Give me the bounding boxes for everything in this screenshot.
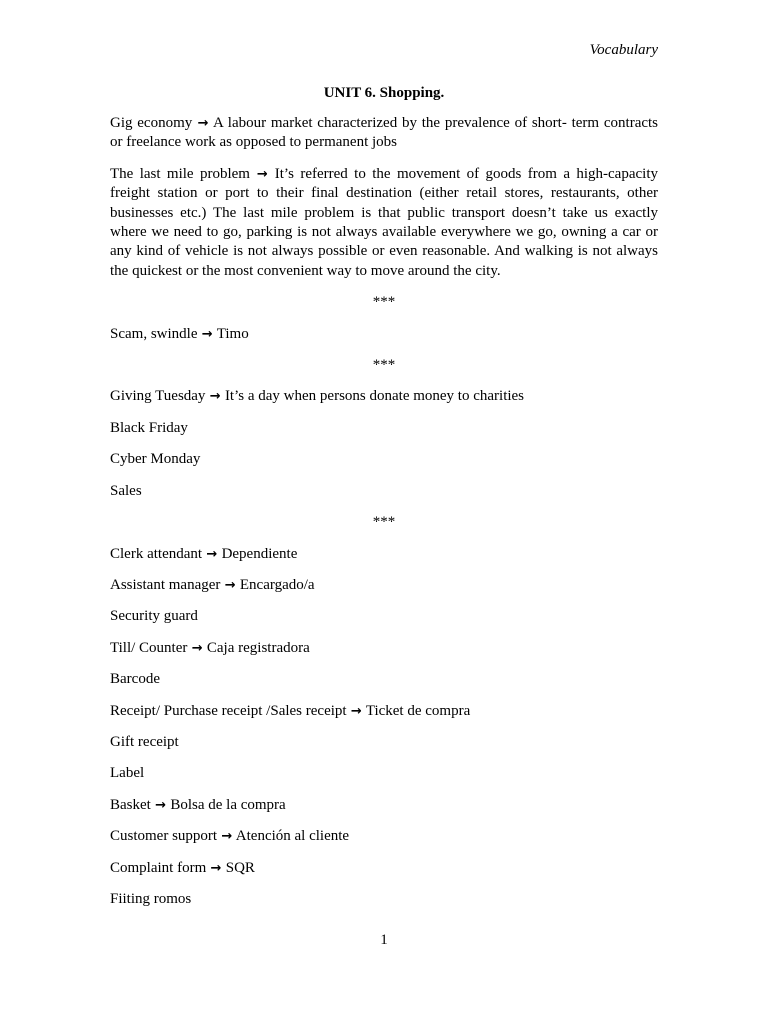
vocab-definition: A labour market characterized by the prevalence of short- term contracts or freelance work as opposed to permanent jobs — [110, 115, 659, 151]
vocab-translation: SQR — [225, 859, 255, 876]
section-separator: *** — [372, 357, 396, 374]
vocab-entry-security-guard: Security guard — [110, 608, 198, 625]
vocab-entry-customer-support — [110, 827, 658, 846]
vocab-entry-sales: Sales — [110, 482, 142, 499]
arrow-right-icon: → — [256, 166, 268, 182]
vocab-definition: It’s referred to the movement of goods from a high-capacity freight station or port to their final destination (either retail stores, restaurants, other businesses etc.) The last mile problem is that public transport doesn’t take us exactly where we need to go, parking is not always available everywhere we go, owning a car or any kind of vehicle is not always possible or even reasonable. And walking is not always the quickest or the most convenient way to move around the city. — [110, 165, 658, 279]
vocab-term: Basket — [110, 796, 151, 813]
vocab-entry-scam — [110, 325, 658, 344]
vocab-term: Scam, swindle — [110, 325, 198, 342]
vocab-entry-giving-tuesday — [110, 387, 658, 406]
page-number: 1 — [380, 932, 388, 948]
arrow-right-icon: → — [191, 640, 203, 656]
arrow-right-icon: → — [197, 116, 209, 131]
arrow-right-icon: → — [221, 829, 233, 845]
vocab-term: The last mile problem — [110, 165, 250, 182]
vocab-term: Assistant manager — [110, 576, 221, 593]
section-separator: *** — [372, 294, 396, 311]
vocab-translation: Bolsa de la compra — [170, 796, 286, 813]
vocab-entry-fitting-rooms: Fiiting romos — [110, 890, 192, 907]
vocab-translation: Encargado/a — [239, 576, 315, 593]
vocab-entry-label: Label — [110, 765, 145, 782]
vocab-term: Complaint form — [110, 859, 207, 876]
vocab-entry-last-mile — [110, 165, 658, 281]
vocab-entry-gig-economy — [110, 114, 658, 153]
arrow-right-icon: → — [209, 389, 221, 405]
page-header: Vocabulary — [589, 42, 658, 58]
vocab-term: Gig economy — [110, 115, 193, 131]
document-body — [110, 84, 658, 921]
vocab-definition: It’s a day when persons donate money to charities — [224, 388, 525, 405]
vocab-term: Receipt/ Purchase receipt /Sales receipt — [110, 702, 347, 719]
page-title: UNIT 6. Shopping. — [323, 85, 445, 101]
vocab-entry-black-friday: Black Friday — [110, 419, 188, 436]
vocab-entry-gift-receipt: Gift receipt — [110, 733, 179, 750]
vocab-term: Clerk attendant — [110, 545, 203, 562]
vocab-translation: Timo — [216, 325, 249, 342]
vocab-entry-assistant-manager — [110, 576, 658, 595]
arrow-right-icon: → — [210, 860, 222, 876]
arrow-right-icon: → — [350, 703, 362, 719]
vocab-entry-basket — [110, 796, 658, 815]
vocab-translation: Caja registradora — [206, 639, 310, 656]
vocab-translation: Ticket de compra — [365, 702, 471, 719]
vocab-term: Till/ Counter — [110, 639, 188, 656]
vocab-translation: Dependiente — [221, 545, 298, 562]
section-separator: *** — [372, 514, 396, 531]
vocab-entry-clerk — [110, 545, 658, 564]
arrow-right-icon: → — [155, 797, 167, 813]
arrow-right-icon: → — [224, 577, 236, 593]
arrow-right-icon: → — [206, 546, 218, 562]
vocab-entry-complaint-form — [110, 859, 658, 878]
vocab-entry-till — [110, 639, 658, 658]
vocab-entry-barcode: Barcode — [110, 671, 160, 688]
vocab-entry-cyber-monday: Cyber Monday — [110, 451, 201, 468]
vocab-entry-receipt — [110, 702, 658, 721]
arrow-right-icon: → — [201, 326, 213, 342]
vocab-term: Giving Tuesday — [110, 388, 206, 405]
vocab-translation: Atención al cliente — [235, 828, 350, 845]
vocab-term: Customer support — [110, 828, 218, 845]
